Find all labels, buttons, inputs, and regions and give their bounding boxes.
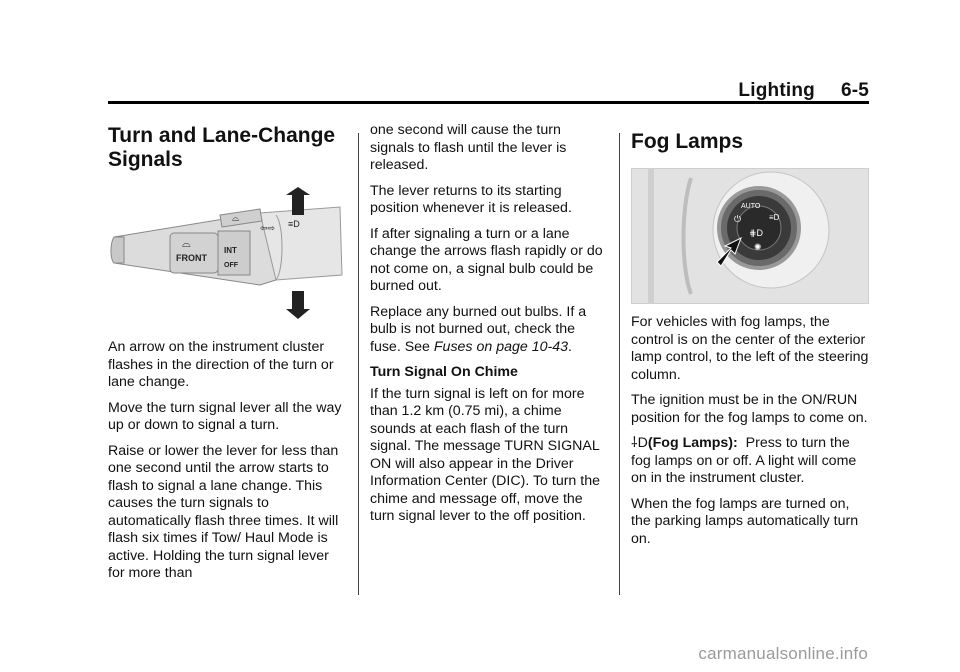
paragraph: If the turn signal is left on for more than 1.2 km (0.75 mi), a chime sounds at each flash of the turn signal. The message TURN SIGNAL ON will also appear in the Driver Information Center (DIC). To turn the chime and message off, move the turn signal lever to the off position. (370, 385, 600, 524)
page-number: 6-5 (840, 80, 869, 101)
fog-lamp-control-figure (631, 168, 869, 304)
svg-text:✺: ✺ (754, 242, 762, 252)
column-3 (631, 122, 871, 154)
text: Replace any burned out bulbs. If a bulb is not burned out, check the fuse. See (370, 303, 587, 355)
paragraph (370, 304, 606, 357)
svg-text:⌓: ⌓ (182, 238, 191, 250)
fog-lamps-label: (Fog Lamps): (647, 435, 738, 451)
svg-text:⌓: ⌓ (232, 213, 240, 223)
off-label: OFF (224, 262, 238, 269)
svg-text:⏻: ⏻ (734, 214, 742, 224)
section-heading: Fog Lamps (631, 130, 744, 153)
paragraph: When the fog lamps are turned on, the parking lamps automatically turn on. (631, 495, 859, 547)
svg-text:≡D: ≡D (769, 213, 780, 222)
front-label: FRONT (176, 253, 207, 263)
auto-label: AUTO (741, 203, 761, 210)
paragraph (631, 435, 871, 488)
subheading: Turn Signal On Chime (370, 364, 518, 380)
int-label: INT (224, 246, 237, 255)
paragraph: The ignition must be in the ON/RUN position for the fog lamps to come on. (631, 392, 868, 426)
paragraph: For vehicles with fog lamps, the control is on the center of the exterior lamp control, to the left of the steering column. (631, 314, 869, 383)
section-heading: Turn and Lane-Change Signals (108, 124, 336, 171)
column-2 (370, 122, 606, 534)
svg-text:⇦⇨: ⇦⇨ (260, 223, 276, 233)
header-rule (108, 101, 869, 104)
paragraph: Raise or lower the lever for less than one second until the arrow starts to flash to signal a lane change. This causes the turn signals to automatically flash three times. It will flash six times if Tow/ Haul Mode is active. Holding the turn signal lever for more than (108, 442, 339, 581)
cross-reference-link[interactable]: Fuses on page 10-43 (433, 338, 568, 355)
turn-signal-lever-figure (110, 185, 347, 325)
column-3-body (631, 314, 871, 556)
svg-text:≡D: ≡D (288, 219, 300, 229)
column-1-body (108, 339, 346, 591)
page-header (738, 80, 869, 102)
text: Press to turn the fog lamps on or off. A light will come on in the instrument cluster. (631, 435, 857, 486)
paragraph: If after signaling a turn or a lane change the arrows flash rapidly or do not come on, a signal bulb could be burned out. (370, 225, 603, 294)
section-title: Lighting (738, 80, 815, 101)
fog-lamp-icon: ⸸D (631, 435, 648, 451)
paragraph: Move the turn signal lever all the way up or down to signal a turn. (108, 399, 342, 433)
fog-icon: ⋕D (749, 228, 764, 238)
watermark: carmanualsonline.info (698, 644, 868, 663)
column-1 (108, 124, 340, 172)
paragraph: one second will cause the turn signals to flash until the lever is released. (370, 122, 567, 173)
column-divider (358, 133, 359, 595)
text: . (567, 338, 572, 355)
paragraph: An arrow on the instrument cluster flashes in the direction of the turn or lane change. (108, 339, 334, 390)
column-divider (619, 133, 620, 595)
paragraph: The lever returns to its starting position whenever it is released. (370, 182, 572, 216)
